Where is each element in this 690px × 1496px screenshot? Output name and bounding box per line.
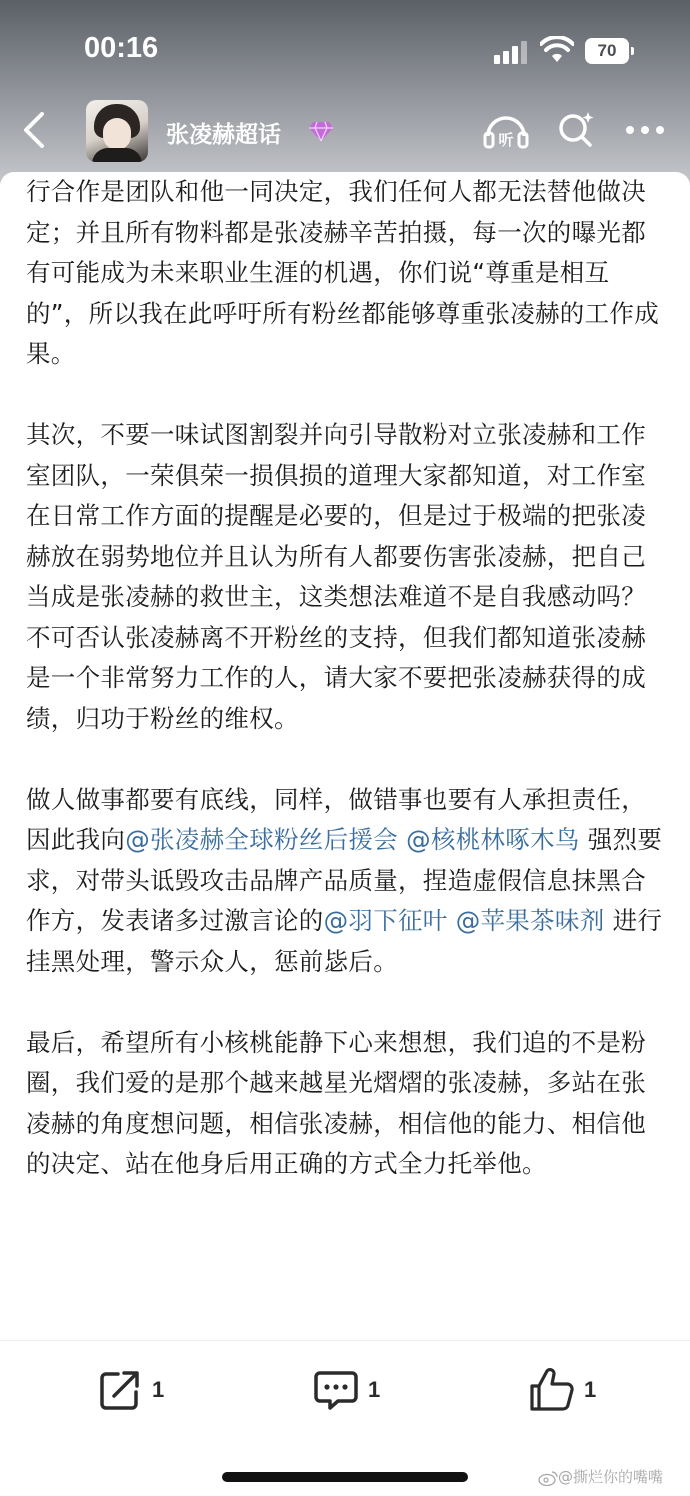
comment-icon: [312, 1366, 360, 1414]
post-text: 最后，希望所有小核桃能静下心来想想，我们追的不是粉圈，我们爱的是那个越来越星光熠熠的张凌赫，多站在张凌赫的角度想问题，相信张凌赫，相信他的能力、相信他的决定、站在他身后用正确的方式全力托举他。: [26, 1027, 646, 1178]
like-button[interactable]: [528, 1365, 596, 1415]
battery-level: 70: [597, 41, 617, 60]
status-time: 00:16: [84, 32, 159, 64]
share-button[interactable]: [96, 1365, 164, 1415]
post-text: 行合作是团队和他一同决定，我们任何人都无法替他做决定；并且所有物料都是张凌赫辛苦拍摄，每一次的曝光都有可能成为未来职业生涯的机遇，你们说“尊重是相互的”，所以我在此呼吁所有粉丝都能够尊重张凌赫的工作成果。: [26, 177, 659, 368]
post-paragraph: [26, 172, 666, 375]
share-icon: [96, 1366, 144, 1414]
channel-title[interactable]: 张凌赫超话: [166, 122, 281, 148]
mention-link[interactable]: @核桃林啄木鸟: [406, 825, 580, 854]
back-icon[interactable]: [18, 108, 50, 152]
search-icon[interactable]: [556, 110, 596, 150]
post-text: 进行挂黑处理，警示众人，惩前毖后。: [26, 906, 663, 976]
post-text: [448, 906, 456, 935]
action-bar: [0, 1340, 690, 1440]
mention-link[interactable]: @苹果茶味剂: [455, 906, 605, 935]
mention-link[interactable]: @羽下征叶: [323, 906, 448, 935]
post-content: [0, 172, 690, 1496]
battery-indicator: [585, 38, 629, 64]
cellular-signal-icon: [494, 40, 528, 64]
post-paragraph: [26, 1023, 666, 1185]
post-body: [26, 172, 666, 1225]
post-text: [398, 825, 406, 854]
home-indicator: [222, 1472, 468, 1482]
comment-count: 1: [368, 1377, 381, 1402]
like-count: 1: [584, 1377, 597, 1402]
wifi-icon: [540, 36, 574, 64]
comment-button[interactable]: [312, 1365, 380, 1415]
status-bar: [0, 0, 690, 100]
post-paragraph: [26, 780, 666, 983]
post-text: 强烈要求，对带头诋毁攻击品牌产品质量，捏造虚假信息抹黑合作方，发表诸多过激言论的: [26, 825, 663, 935]
share-count: 1: [152, 1377, 165, 1402]
mention-link[interactable]: @张凌赫全球粉丝后援会: [125, 825, 399, 854]
watermark: [538, 1466, 688, 1490]
post-text: 其次，不要一味试图割裂并向引导散粉对立张凌赫和工作室团队，一荣俱荣一损俱损的道理大家都知道，对工作室在日常工作方面的提醒是必要的，但是过于极端的把张凌赫放在弱势地位并且认为所有人都要伤害张凌赫，把自己当成是张凌赫的救世主，这类想法难道不是自我感动吗？不可否认张凌赫离不开粉丝的支持，但我们都知道张凌赫是一个非常努力工作的人，请大家不要把张凌赫获得的成绩，归功于粉丝的维权。: [26, 420, 646, 733]
weibo-icon: [538, 1470, 558, 1486]
post-text: 做人做事都要有底线，同样，做错事也要有人承担责任，因此我向: [26, 784, 646, 854]
svg-text:听: 听: [498, 131, 514, 149]
listen-icon[interactable]: [482, 110, 530, 150]
watermark-text: @撕烂你的嘴嘴: [558, 1468, 664, 1486]
like-icon: [528, 1366, 576, 1414]
avatar[interactable]: [86, 100, 148, 162]
post-paragraph: [26, 415, 666, 739]
nav-bar: [0, 96, 690, 176]
diamond-icon: [308, 120, 334, 142]
more-icon[interactable]: [624, 124, 666, 136]
